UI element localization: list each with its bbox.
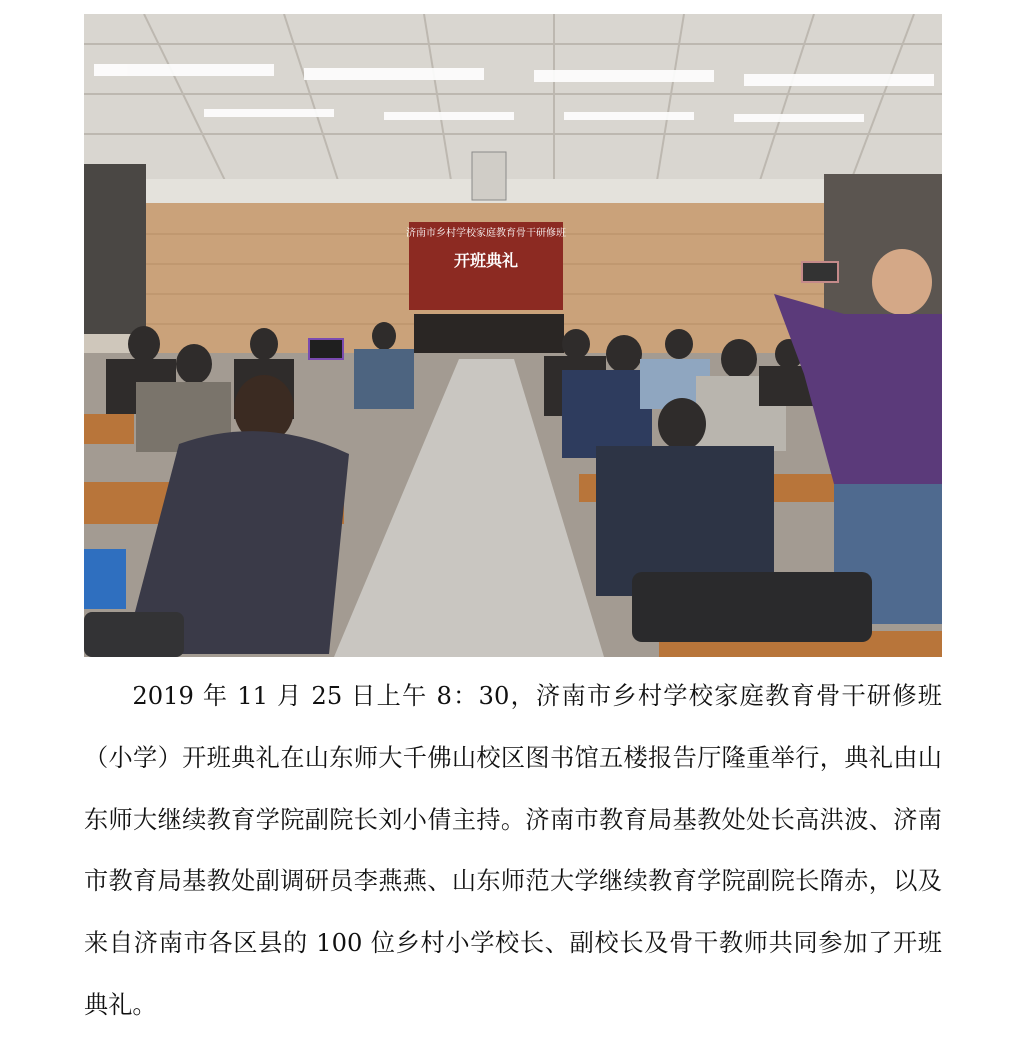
banner-subtitle: 开班典礼: [453, 251, 519, 270]
banner-title: 济南市乡村学校家庭教育骨干研修班: [406, 228, 566, 239]
article-paragraph: 2019 年 11 月 25 日上午 8：30，济南市乡村学校家庭教育骨干研修班（小学）开班典礼在山东师大千佛山校区图书馆五楼报告厅隆重举行，典礼由山东师大继续教育学院副院长刘小倩主持。济南市教育局基教处处长高洪波、济南市教育局基教处副调研员李燕燕、山东师范大学继续教育学院副院长隋赤，以及来自济南市各区县的 100 位乡村小学校长、副校长及骨干教师共同参加了开班典礼。: [84, 682, 942, 1019]
lecture-hall-scene: [84, 14, 942, 657]
event-photo: [84, 14, 942, 657]
